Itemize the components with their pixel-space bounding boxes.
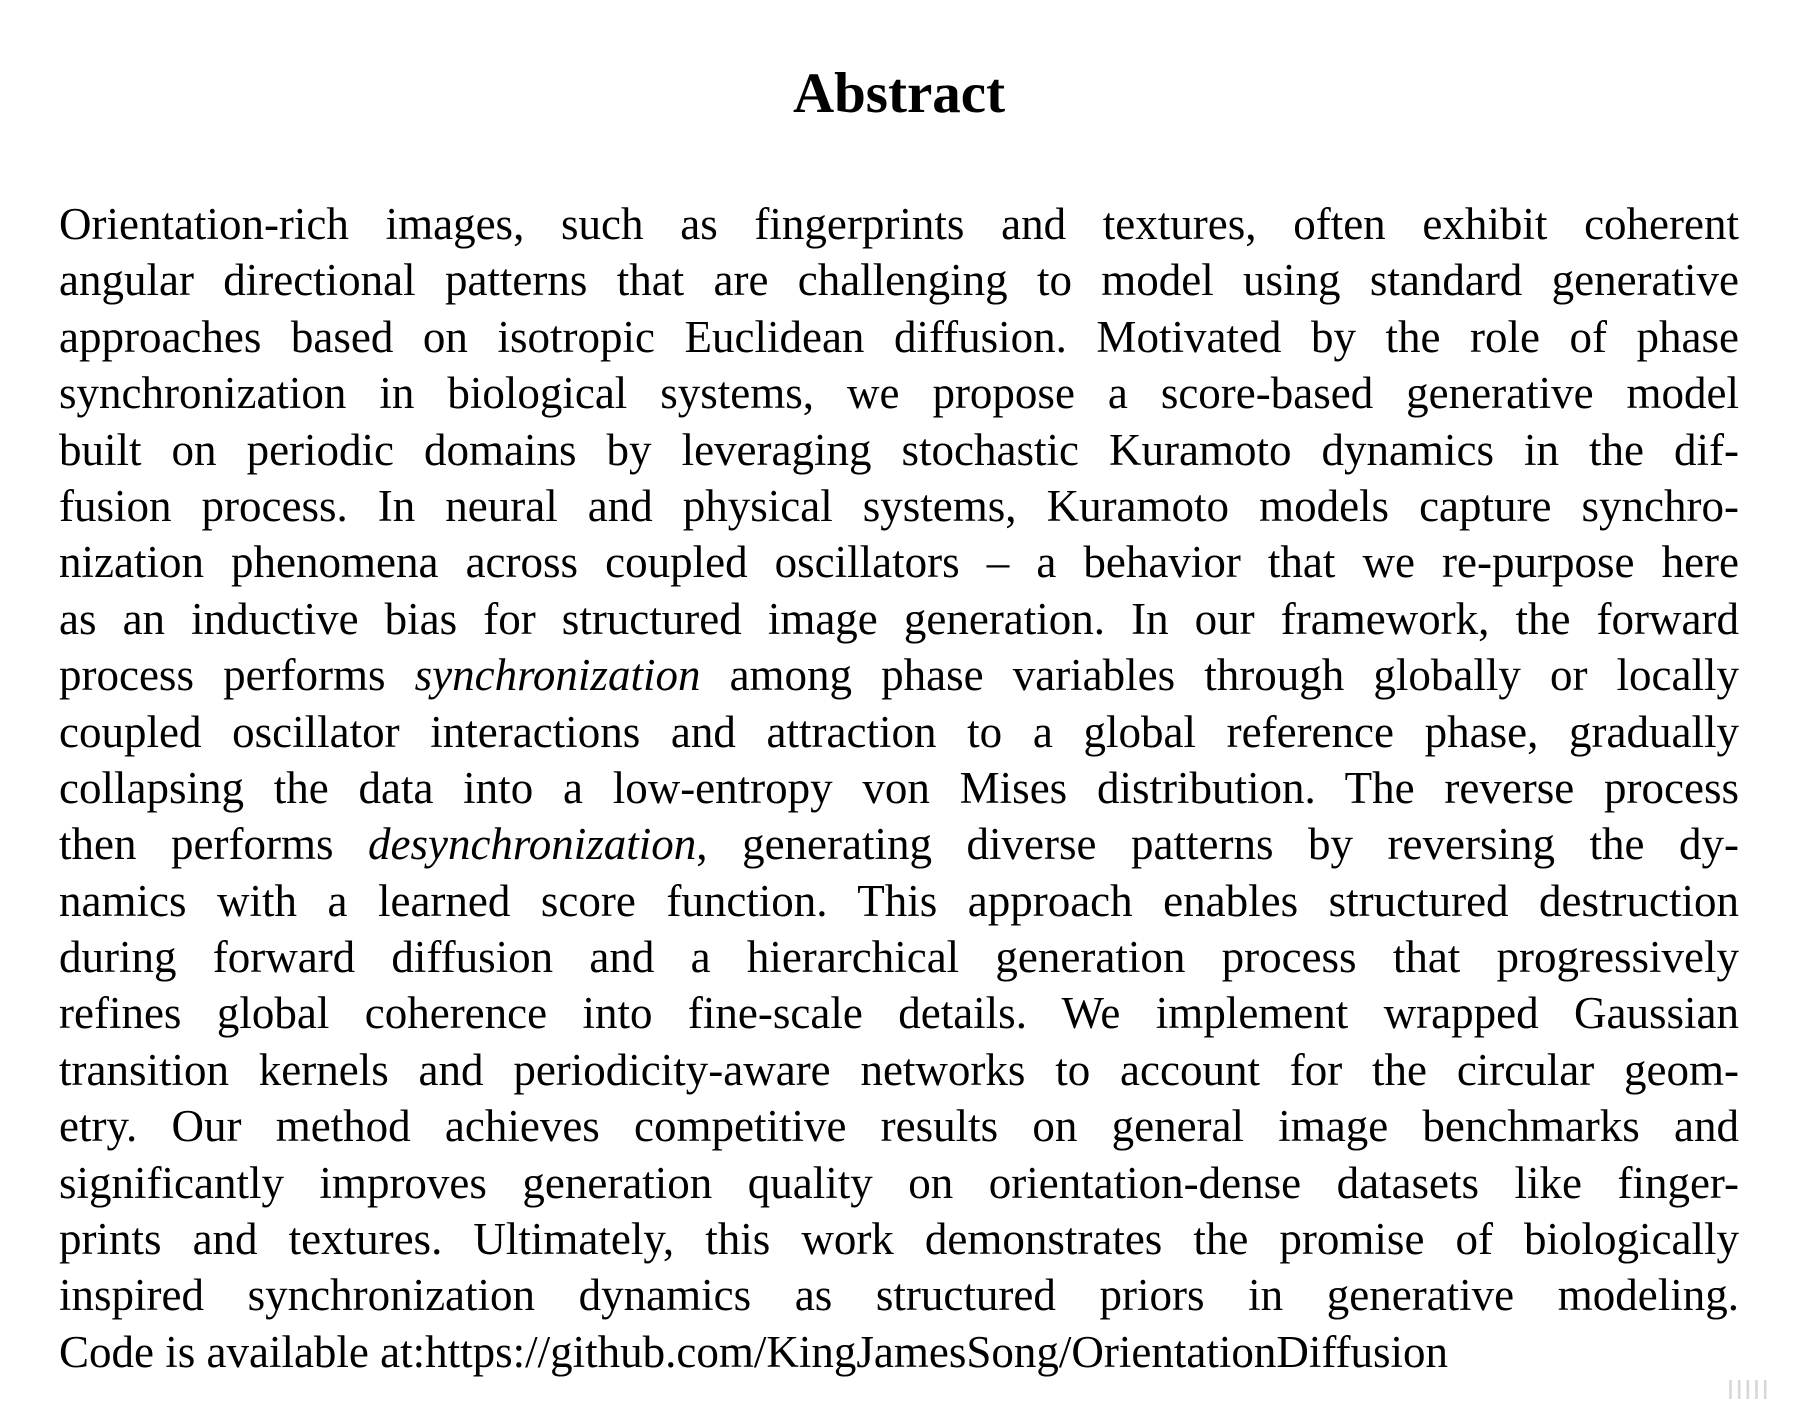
abstract-line: built on periodic domains by leveraging stochastic Kuramoto dynamics in the dif-: [59, 424, 1739, 475]
watermark: ⅠⅠⅠⅠⅠ: [1726, 1376, 1770, 1406]
abstract-line: [59, 647, 1739, 703]
abstract-line: approaches based on isotropic Euclidean diffusion. Motivated by the role of phase: [59, 311, 1739, 362]
abstract-line: synchronization in biological systems, we propose a score-based generative model: [59, 368, 1739, 419]
abstract-line: [59, 816, 1739, 872]
emphasis-desynchronization: desynchronization: [368, 819, 697, 870]
abstract-line: fusion process. In neural and physical systems, Kuramoto models capture synchro-: [59, 480, 1739, 531]
emphasis-synchronization: synchronization: [414, 650, 701, 701]
abstract-line: significantly improves generation quality on orientation-dense datasets like finger-: [59, 1157, 1739, 1208]
abstract-line: coupled oscillator interactions and attraction to a global reference phase, gradually: [59, 706, 1739, 757]
abstract-line: nization phenomena across coupled oscillators – a behavior that we re-purpose here: [59, 537, 1739, 588]
abstract-heading: Abstract: [792, 62, 1006, 125]
abstract-line: collapsing the data into a low-entropy von Mises distribution. The reverse process: [59, 762, 1739, 813]
abstract-line: Orientation-rich images, such as fingerprints and textures, often exhibit coherent: [59, 199, 1739, 249]
code-link-line[interactable]: Code is available at:https://github.com/KingJamesSong/OrientationDiffusion: [59, 1326, 1449, 1377]
abstract-line: prints and textures. Ultimately, this work demonstrates the promise of biologically: [59, 1214, 1739, 1265]
abstract-body: [59, 196, 1739, 1380]
abstract-line: namics with a learned score function. This approach enables structured destruction: [59, 875, 1739, 926]
line-text: process performs: [59, 650, 415, 701]
abstract-line: inspired synchronization dynamics as structured priors in generative modeling.: [59, 1270, 1739, 1321]
abstract-line: transition kernels and periodicity-aware networks to account for the circular geom-: [59, 1044, 1739, 1095]
line-text: then performs: [59, 819, 368, 870]
abstract-line: as an inductive bias for structured image generation. In our framework, the forward: [59, 593, 1739, 644]
line-text: among phase variables through globally or locally: [700, 650, 1739, 701]
abstract-line: during forward diffusion and a hierarchical generation process that progressively: [59, 932, 1739, 983]
abstract-line: refines global coherence into fine-scale details. We implement wrapped Gaussian: [59, 988, 1739, 1039]
abstract-line: angular directional patterns that are challenging to model using standard generative: [59, 255, 1739, 306]
line-text: , generating diverse patterns by reversing the dy-: [696, 819, 1739, 870]
abstract-line: etry. Our method achieves competitive results on general image benchmarks and: [59, 1101, 1739, 1152]
